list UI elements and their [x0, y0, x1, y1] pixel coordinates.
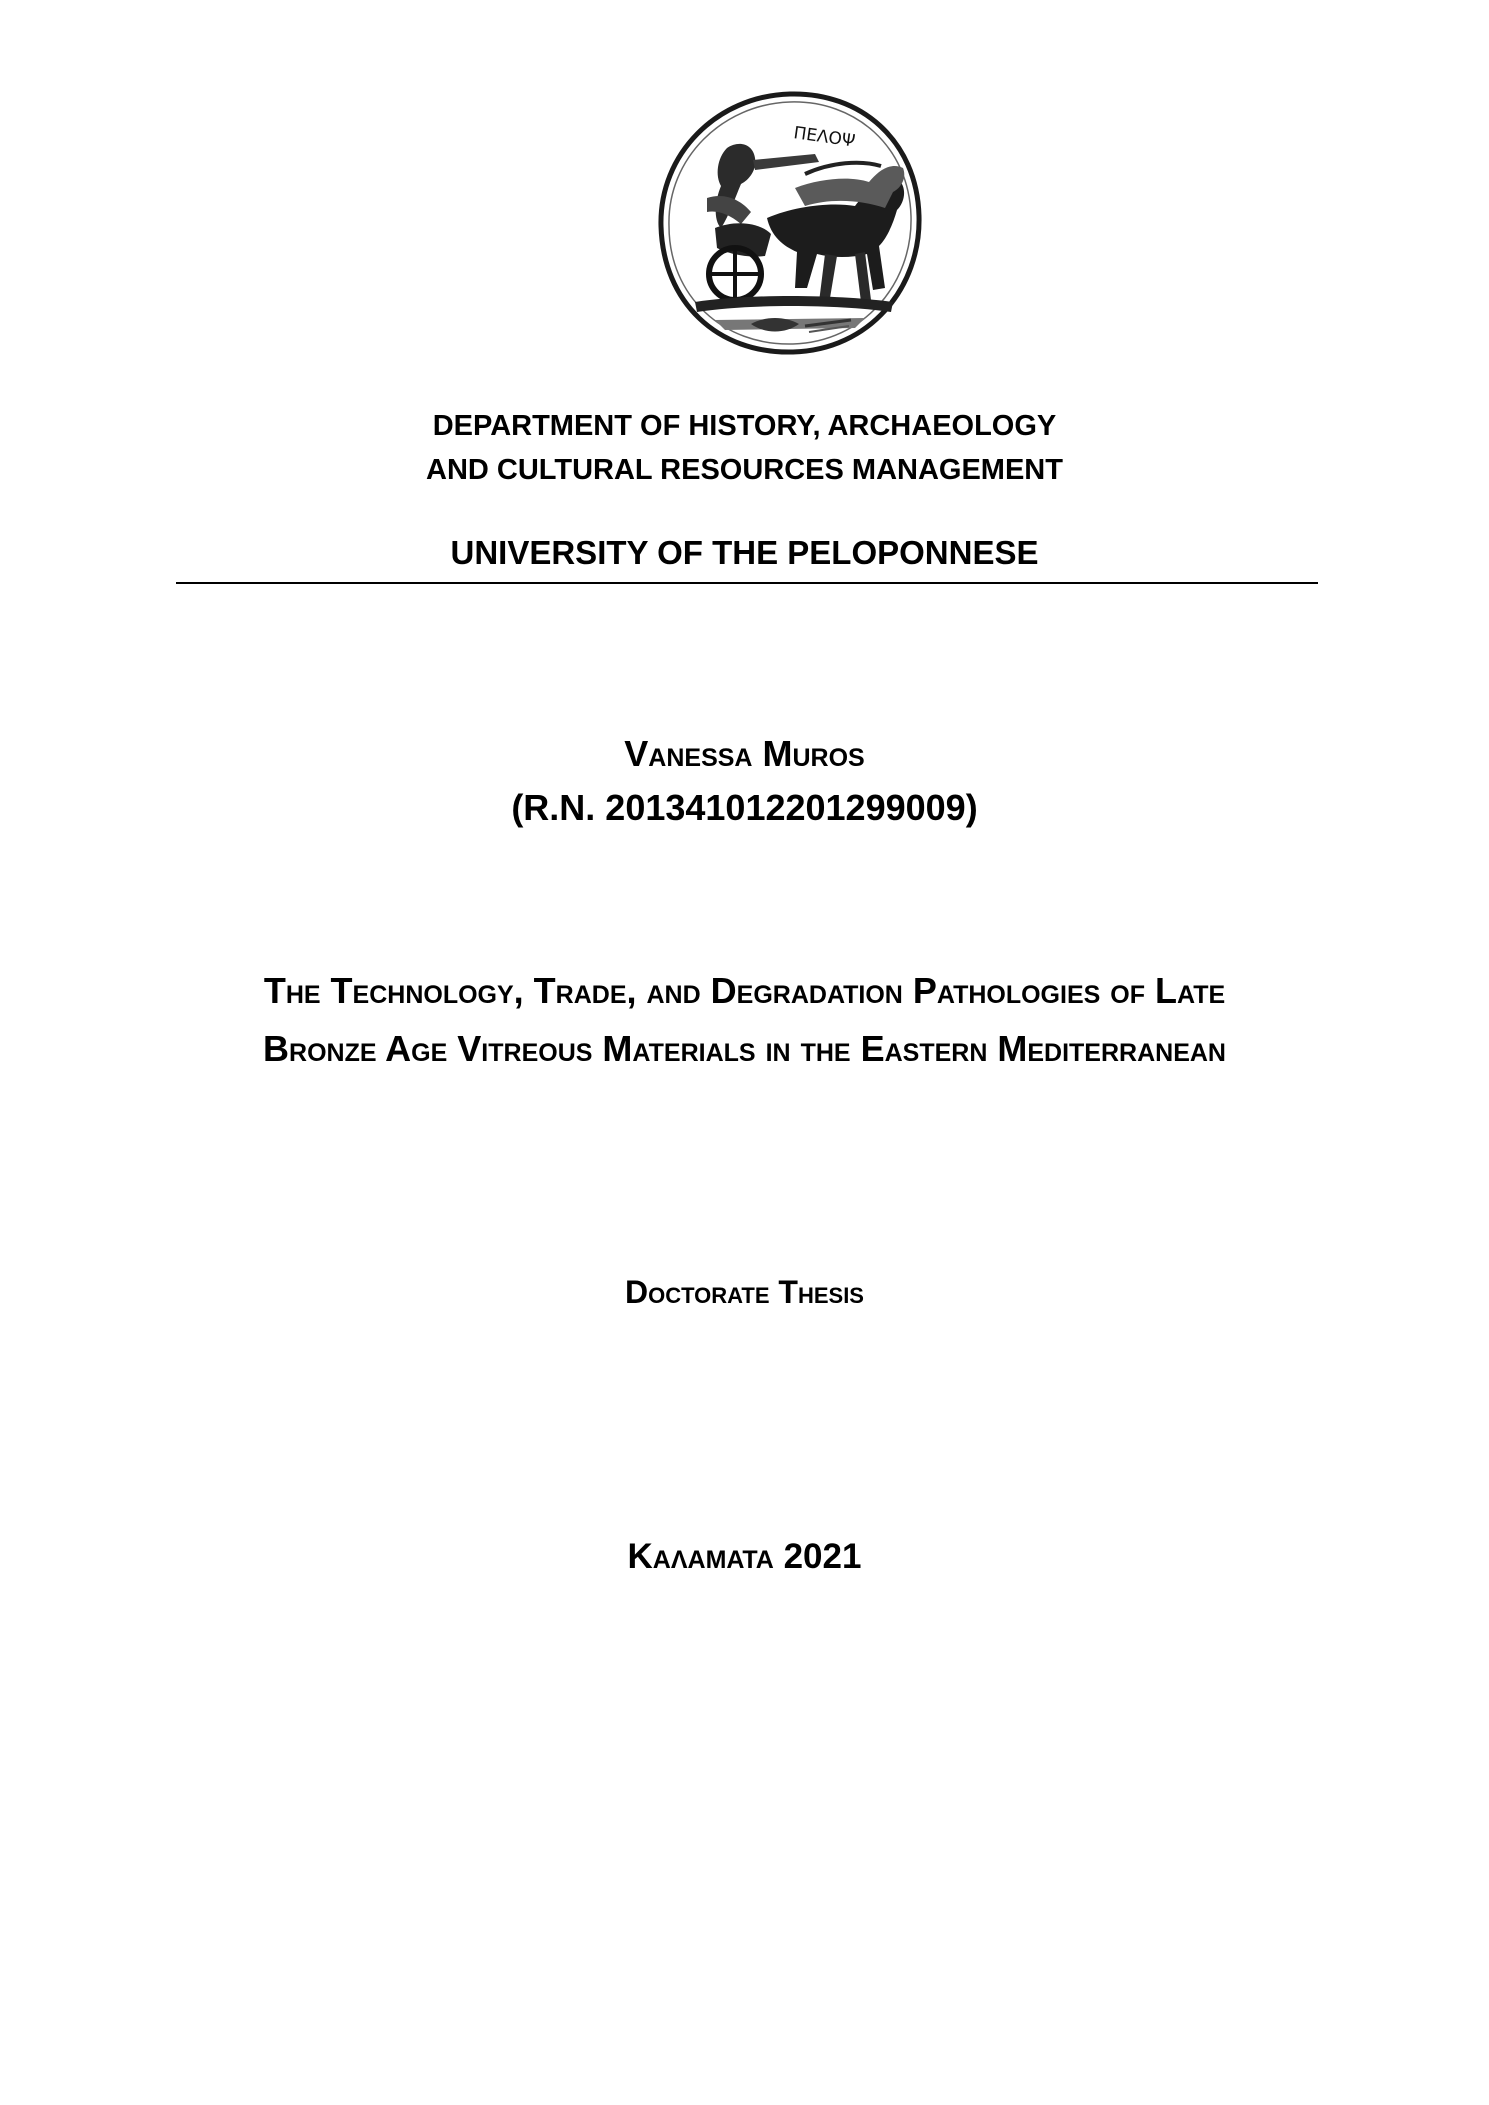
thesis-title-line-2: Bronze Age Vitreous Materials in the Eastern Mediterranean	[263, 1028, 1226, 1069]
author-block	[0, 727, 1489, 835]
place-and-year: Καλαματα 2021	[627, 1537, 862, 1576]
svg-text:ΠΕΛΟΨ: ΠΕΛΟΨ	[792, 123, 857, 152]
author-name: Vanessa Muros	[624, 733, 865, 774]
registration-number: (R.N. 201341012201299009)	[511, 787, 978, 828]
department-name	[0, 404, 1489, 492]
university-seal-icon	[655, 88, 925, 358]
divider-rule	[176, 582, 1318, 584]
department-line-1: DEPARTMENT OF HISTORY, ARCHAEOLOGY	[432, 410, 1057, 442]
department-line-2: AND CULTURAL RESOURCES MANAGEMENT	[426, 454, 1063, 486]
thesis-type: Doctorate Thesis	[625, 1274, 864, 1310]
thesis-title	[0, 962, 1489, 1078]
thesis-title-line-1: The Technology, Trade, and Degradation Pathologies of Late	[263, 970, 1226, 1011]
university-name: UNIVERSITY OF THE PELOPONNESE	[450, 534, 1039, 571]
